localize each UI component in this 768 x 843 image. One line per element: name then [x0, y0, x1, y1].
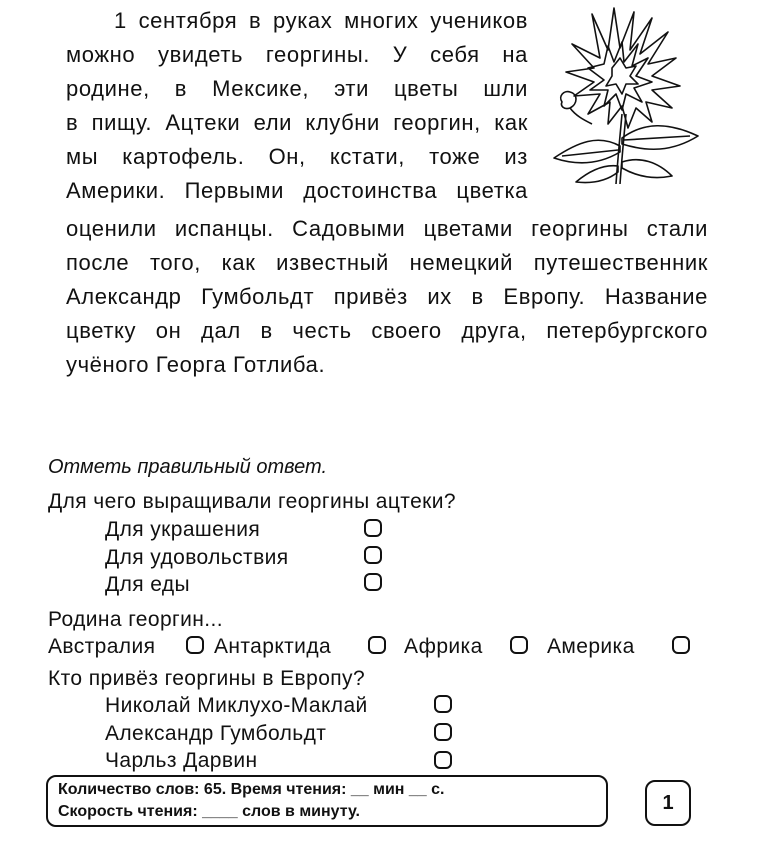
- text-line-3: родине, в Мексике, эти цветы шли: [66, 76, 528, 101]
- dahlia-flower-icon: [548, 6, 708, 186]
- q2-option-3-checkbox[interactable]: [510, 636, 528, 654]
- text-line-1: 1 сентября в руках многих учеников: [114, 8, 528, 33]
- q1-option-1-label: Для украшения: [105, 518, 261, 541]
- text-line-10: цветку он дал в честь своего друга, петербургского: [66, 318, 708, 343]
- text-line-4: в пищу. Ацтеки ели клубни георгин, как: [66, 110, 528, 135]
- q1-option-2-checkbox[interactable]: [364, 546, 382, 564]
- question-1: Для чего выращивали георгины ацтеки?: [48, 490, 456, 513]
- q2-option-2-checkbox[interactable]: [368, 636, 386, 654]
- q1-option-1-checkbox[interactable]: [364, 519, 382, 537]
- q3-option-3-checkbox[interactable]: [434, 751, 452, 769]
- q1-option-3-checkbox[interactable]: [364, 573, 382, 591]
- q3-option-2-label: Александр Гумбольдт: [105, 722, 327, 745]
- word-count-line: Количество слов: 65. Время чтения: __ мин __ с.: [58, 781, 445, 798]
- q2-option-2-label: Антарктида: [214, 635, 332, 658]
- q2-option-1-checkbox[interactable]: [186, 636, 204, 654]
- text-line-2: можно увидеть георгины. У себя на: [66, 42, 528, 67]
- question-2: Родина георгин...: [48, 608, 223, 631]
- q2-option-4-label: Америка: [547, 635, 635, 658]
- q2-option-4-checkbox[interactable]: [672, 636, 690, 654]
- text-line-11: учёного Георга Готлиба.: [66, 352, 326, 377]
- reading-stats-box: [46, 775, 608, 827]
- q3-option-3-label: Чарльз Дарвин: [105, 749, 258, 772]
- q2-option-1-label: Австралия: [48, 635, 156, 658]
- text-line-6: Америки. Первыми достоинства цветка: [66, 178, 528, 203]
- text-line-5: мы картофель. Он, кстати, тоже из: [66, 144, 528, 169]
- q1-option-2-label: Для удовольствия: [105, 546, 289, 569]
- text-line-8: после того, как известный немецкий путешественник: [66, 250, 708, 275]
- q3-option-1-label: Николай Миклухо-Маклай: [105, 694, 368, 717]
- text-line-7: оценили испанцы. Садовыми цветами георгины стали: [66, 216, 708, 241]
- q3-option-1-checkbox[interactable]: [434, 695, 452, 713]
- q3-option-2-checkbox[interactable]: [434, 723, 452, 741]
- instruction-text: Отметь правильный ответ.: [48, 456, 328, 478]
- q1-option-3-label: Для еды: [105, 573, 191, 596]
- question-3: Кто привёз георгины в Европу?: [48, 667, 366, 690]
- q2-option-3-label: Африка: [404, 635, 483, 658]
- page-number: 1: [645, 780, 691, 826]
- reading-speed-line: Скорость чтения: ____ слов в минуту.: [58, 803, 360, 820]
- text-line-9: Александр Гумбольдт привёз их в Европу. Название: [66, 284, 708, 309]
